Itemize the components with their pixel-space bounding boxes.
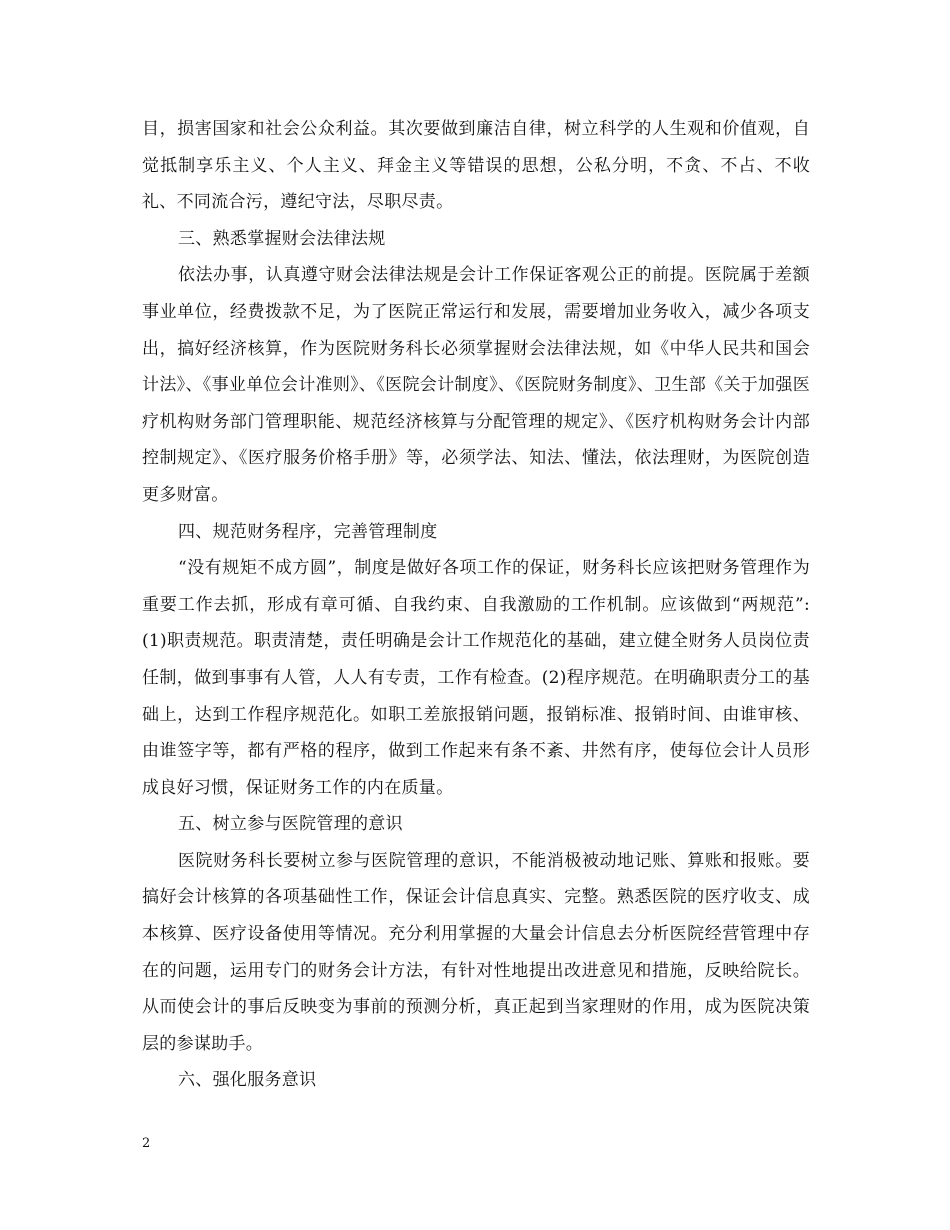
page-number: 2 <box>142 1136 151 1151</box>
section-heading-3: 三、熟悉掌握财会法律法规 <box>178 228 386 249</box>
paragraph-continuation: 目，损害国家和社会公众利益。其次要做到廉洁自律，树立科学的人生观和价值观，自觉抵制享乐主义、个人主义、拜金主义等错误的思想，公私分明，不贪、不占、不收礼、不同流合污，遵纪守法，尽职尽责。 <box>142 119 810 213</box>
body-text <box>142 111 810 1099</box>
paragraph-section-4: “没有规矩不成方圆”，制度是做好各项工作的保证，财务科长应该把财务管理作为重要工作去抓，形成有章可循、自我约束、自我激励的工作机制。应该做到“两规范”:(1)职责规范。职责清楚，责任明确是会计工作规范化的基础，建立健全财务人员岗位责任制，做到事事有人管，人人有专责，工作有检查。(2)程序规范。在明确职责分工的基础上，达到工作程序规范化。如职工差旅报销问题，报销标准、报销时间、由谁审核、由谁签字等，都有严格的程序，做到工作起来有条不紊、井然有序，使每位会计人员形成良好习惯，保证财务工作的内在质量。 <box>142 558 810 798</box>
section-heading-6: 六、强化服务意识 <box>178 1070 317 1091</box>
section-heading-5: 五、树立参与医院管理的意识 <box>178 814 403 835</box>
section-heading-4: 四、规范财务程序，完善管理制度 <box>178 521 438 542</box>
paragraph-section-5: 医院财务科长要树立参与医院管理的意识，不能消极被动地记账、算账和报账。要搞好会计核算的各项基础性工作，保证会计信息真实、完整。熟悉医院的医疗收支、成本核算、医疗设备使用等情况。充分利用掌握的大量会计信息去分析医院经营管理中存在的问题，运用专门的财务会计方法，有针对性地提出改进意见和措施，反映给院长。从而使会计的事后反映变为事前的预测分析，真正起到当家理财的作用，成为医院决策层的参谋助手。 <box>142 850 810 1054</box>
paragraph-section-3: 依法办事，认真遵守财会法律法规是会计工作保证客观公正的前提。医院属于差额事业单位，经费拨款不足，为了医院正常运行和发展，需要增加业务收入，减少各项支出，搞好经济核算，作为医院财务科长必须掌握财会法律法规，如《中华人民共和国会计法》、《事业单位会计准则》、《医院会计制度》、《医院财务制度》、卫生部《关于加强医疗机构财务部门管理职能、规范经济核算与分配管理的规定》、《医疗机构财务会计内部控制规定》、《医疗服务价格手册》等，必须学法、知法、懂法，依法理财，为医院创造更多财富。 <box>142 265 810 505</box>
